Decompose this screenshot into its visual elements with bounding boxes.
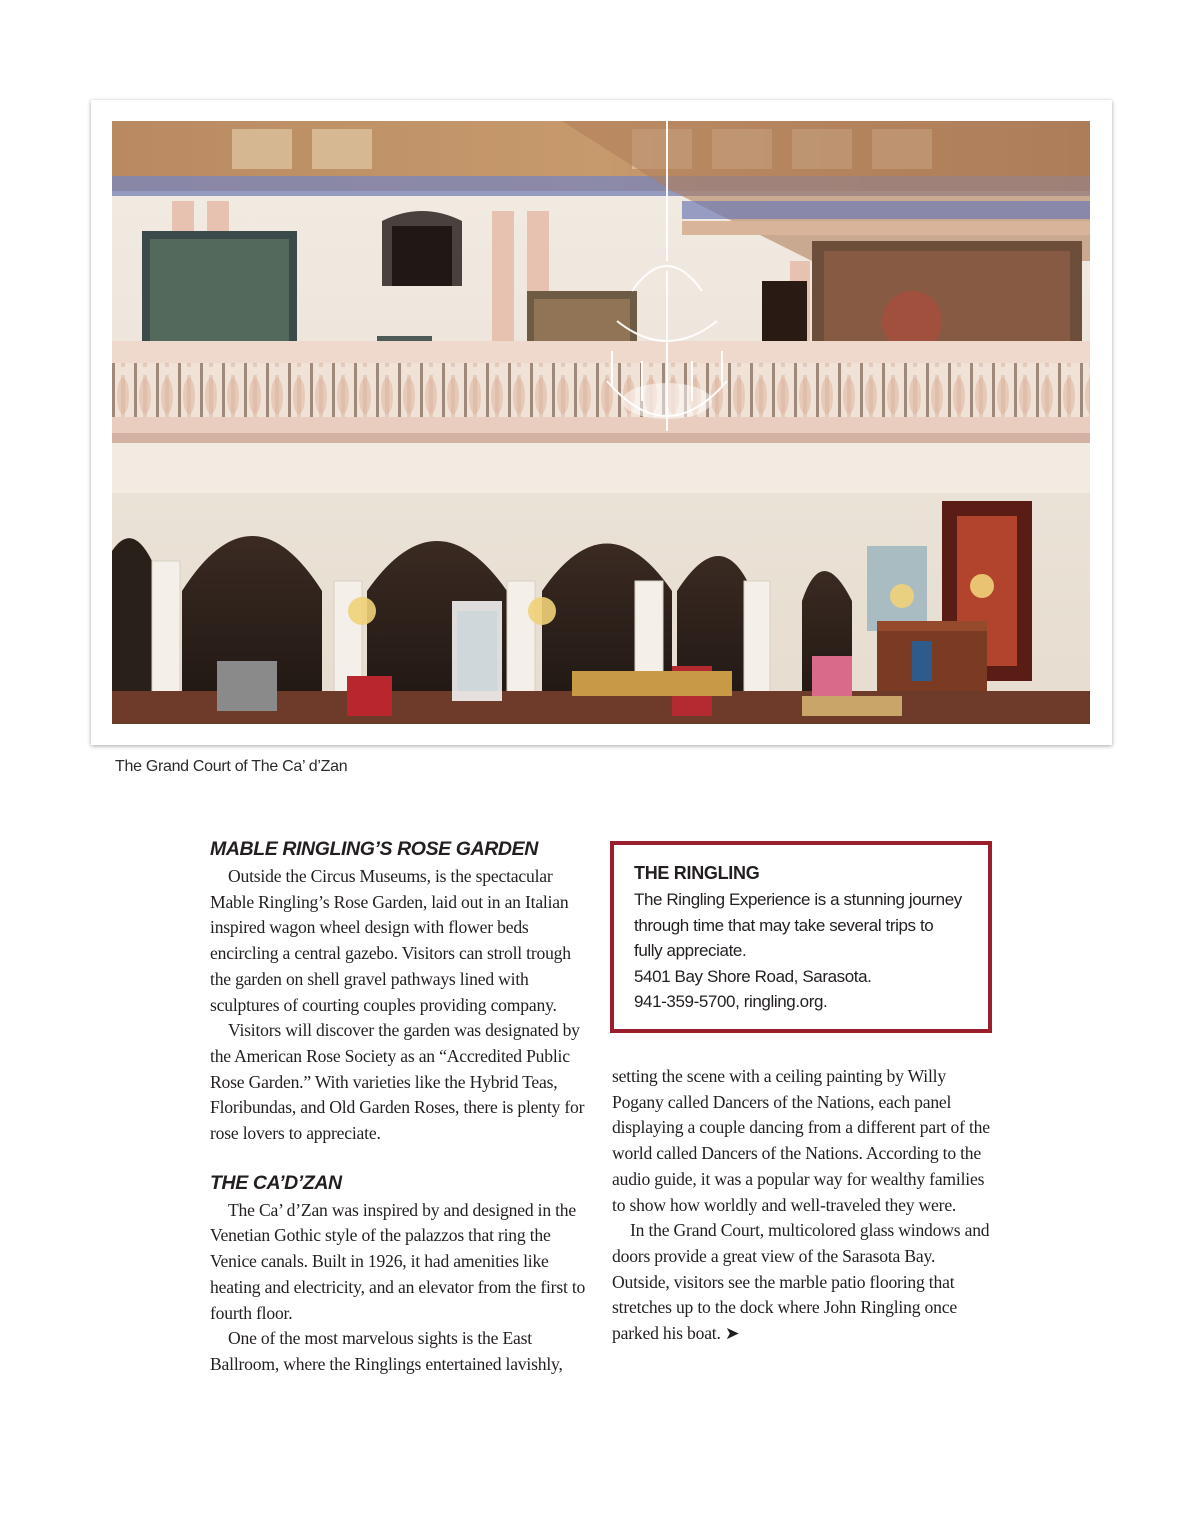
body-paragraph: The Ca’ d’Zan was inspired by and designed in the Venetian Gothic style of the palazzos that ring the Venice canals. Built in 1926, it had amenities like heating and electricity, and an elevator from the first to fourth floor. bbox=[210, 1199, 586, 1323]
body-paragraph: Visitors will discover the garden was designated by the American Rose Society as an “Accredited Public Rose Garden.” With varieties like the Hybrid Teas, Floribundas, and Old Garden Roses, there is plenty for rose lovers to appreciate. bbox=[210, 1020, 585, 1144]
info-box-title: THE RINGLING bbox=[634, 863, 760, 883]
photo-caption: The Grand Court of The Ca’ d’Zan bbox=[115, 758, 348, 775]
info-box-address: 5401 Bay Shore Road, Sarasota. bbox=[634, 966, 872, 986]
article-column-left bbox=[210, 836, 592, 1378]
grand-court-illustration bbox=[112, 121, 1090, 724]
info-box-line: through time that may take several trips to bbox=[634, 915, 934, 935]
section-heading-rose-garden: MABLE RINGLING’S ROSE GARDEN bbox=[210, 838, 538, 860]
info-box-line: fully appreciate. bbox=[634, 941, 747, 960]
photo-frame bbox=[91, 100, 1112, 745]
grand-court-photo bbox=[112, 121, 1090, 724]
info-box-line: The Ringling Experience is a stunning journey bbox=[634, 890, 962, 909]
info-box-contact: 941-359-5700, ringling.org. bbox=[634, 992, 828, 1011]
body-paragraph: Outside the Circus Museums, is the spectacular Mable Ringling’s Rose Garden, laid out in an Italian inspired wagon wheel design with flower beds encircling a central gazebo. Visitors can stroll trough the garden on shell gravel pathways lined with sculptures of courting couples providing company. bbox=[210, 866, 571, 1015]
article-column-right bbox=[612, 1064, 990, 1347]
section-heading-cadzan: THE CA’D’ZAN bbox=[210, 1171, 342, 1194]
body-paragraph: In the Grand Court, multicolored glass windows and doors provide a great view of the Sarasota Bay. Outside, visitors see the marble patio flooring that stretches up to the dock where John Ringling once parked his boat. ➤ bbox=[612, 1220, 990, 1344]
ringling-info-box bbox=[610, 841, 992, 1033]
body-paragraph-continued: setting the scene with a ceiling painting by Willy Pogany called Dancers of the Nations, each panel displaying a couple dancing from a different part of the world called Dancers of the Nations. According to the audio guide, it was a popular way for wealthy families to show how worldly and well-traveled they were. bbox=[612, 1066, 990, 1215]
body-paragraph: One of the most marvelous sights is the East Ballroom, where the Ringlings entertained lavishly, bbox=[210, 1328, 563, 1374]
